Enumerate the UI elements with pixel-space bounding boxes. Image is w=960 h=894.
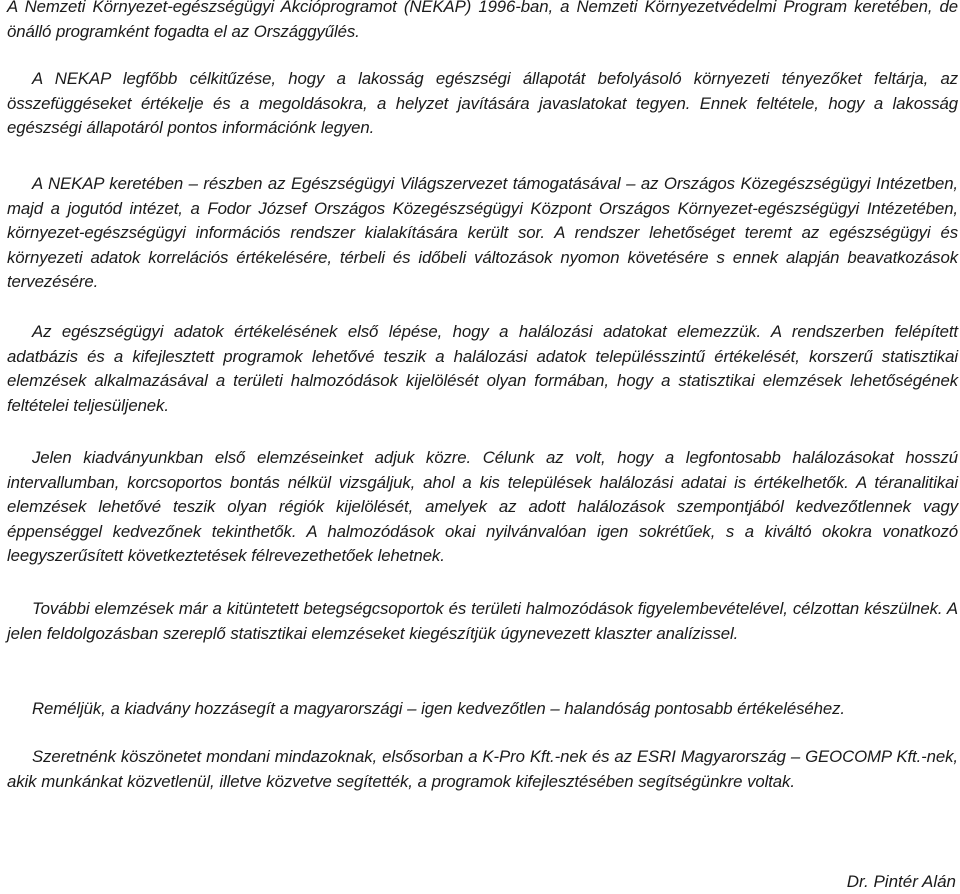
paragraph-4: Az egészségügyi adatok értékelésének első lépése, hogy a halálozási adatokat elemezzük. A rendszerben felépített adatbázis és a kifejlesztett programok lehetővé teszik a halálozási adatok településszintű értékelését, korszerű statisztikai elemzések alkalmazásával a területi halmozódások kijelölését olyan formában, hogy a statisztikai elemzések lehetőségének feltételei teljesüljenek. xyxy=(7,322,958,415)
paragraph-2: A NEKAP legfőbb célkitűzése, hogy a lakosság egészségi állapotát befolyásoló környezeti tényezőket feltárja, az összefüggéseket értékelje és a megoldásokra, a helyzet javítására javaslatokat tegyen. Ennek feltétele, hogy a lakosság egészségi állapotáról pontos információnk legyen. xyxy=(7,69,958,137)
paragraph-7: Reméljük, a kiadvány hozzásegít a magyarországi – igen kedvezőtlen – halandóság pontosabb értékeléséhez. xyxy=(32,699,845,718)
paragraph-3: A NEKAP keretében – részben az Egészségügyi Világszervezet támogatásával – az Országos Közegészségügyi Intézetben, majd a jogutód intézet, a Fodor József Országos Közegészségügyi Központ Országos Környezet-egészségügyi Intézetében, környezet-egészségügyi információs rendszer kialakítására került sor. A rendszer lehetőséget teremt az egészségügyi és környezeti adatok korrelációs értékelésére, térbeli és időbeli változások nyomon követésére s ennek alapján beavatkozások tervezésére. xyxy=(7,174,958,291)
paragraph-5: Jelen kiadványunkban első elemzéseinket adjuk közre. Célunk az volt, hogy a legfontosabb halálozásokat hosszú intervallumban, korcsoportos bontás nélkül vizsgáljuk, ahol a kis települések halálozási adatai is értékelhetők. A téranalitikai elemzések lehetővé teszik olyan régiók kijelölését, amelyek az adott halálozások szempontjából kedvezőtlennek vagy éppenséggel kedvezőnek tekinthetők. A halmozódások okai nyilvánvalóan igen sokrétűek, s a kiváltó okokra vonatkozó leegyszerűsített következtetések félrevezethetőek lehetnek. xyxy=(7,448,958,565)
paragraph-8: Szeretnénk köszönetet mondani mindazoknak, elsősorban a K-Pro Kft.-nek és az ESRI Magyarország – GEOCOMP Kft.-nek, akik munkánkat közvetlenül, illetve közvetve segítették, a programok kifejlesztésében segítségünkre voltak. xyxy=(7,747,958,791)
paragraph-6: További elemzések már a kitüntetett betegségcsoportok és területi halmozódások figyelembevételével, célzottan készülnek. A jelen feldolgozásban szereplő statisztikai elemzéseket kiegészítjük úgynevezett klaszter analízissel. xyxy=(7,599,958,643)
author-signature: Dr. Pintér Alán xyxy=(846,872,956,891)
paragraph-1: A Nemzeti Környezet-egészségügyi Akcióprogramot (NEKAP) 1996-ban, a Nemzeti Környezetvédelmi Program keretében, de önálló programként fogadta el az Országgyűlés. xyxy=(7,0,958,41)
